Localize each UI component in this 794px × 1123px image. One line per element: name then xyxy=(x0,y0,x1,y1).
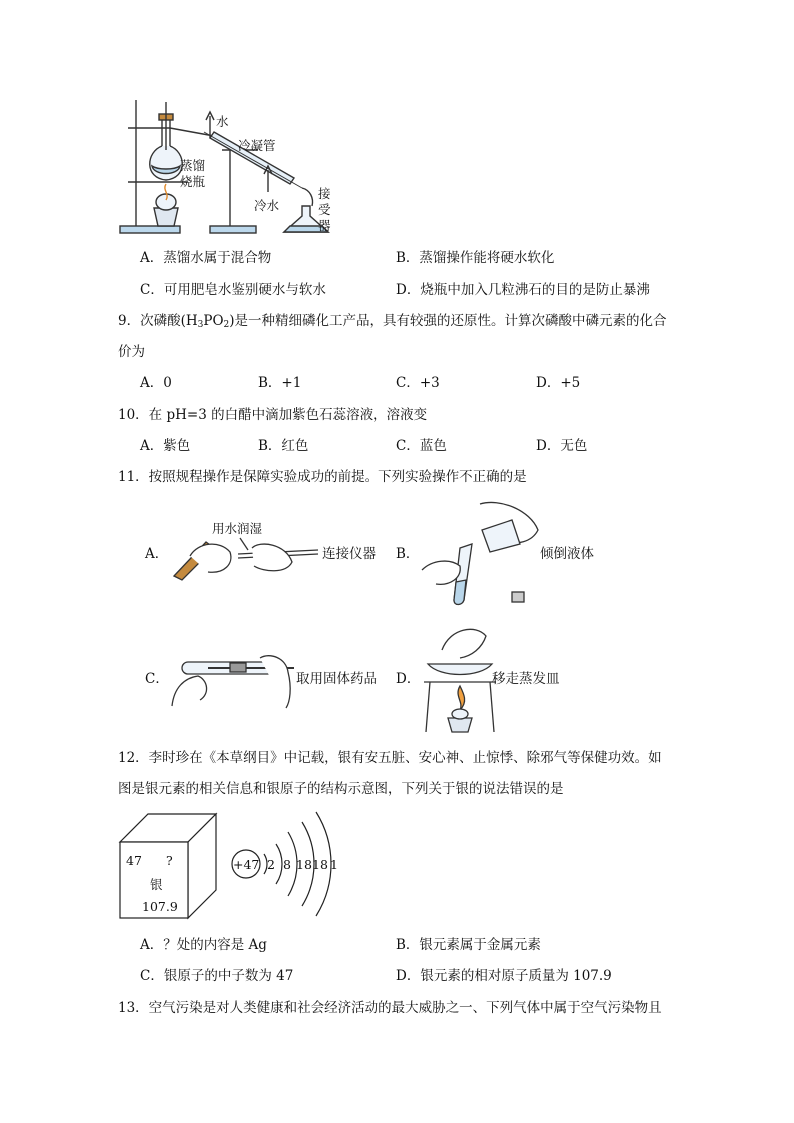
q8-option-d: D．烧瓶中加入几粒沸石的目的是防止暴沸 xyxy=(396,282,650,298)
q12-option-b: B．银元素属于金属元素 xyxy=(396,937,541,953)
element-number: 47 xyxy=(126,853,142,868)
q12-option-a: A．？处的内容是 Ag xyxy=(140,937,267,953)
label-receiver-3: 器 xyxy=(318,218,331,233)
q11-option-d-caption: 移走蒸发皿 xyxy=(492,671,560,687)
shell-3-count: 18 xyxy=(296,857,312,872)
q10-option-d: D．无色 xyxy=(536,438,588,454)
shell-4-count: 18 xyxy=(312,857,328,872)
q9-text-c: )是一种精细磷化工产品，具有较强的还原性。计算次磷酸中磷元素的化合 xyxy=(229,313,667,329)
q9-option-d: D．+5 xyxy=(536,375,581,391)
q8-option-c: C．可用肥皂水鉴别硬水与软水 xyxy=(140,282,326,298)
q12-option-c: C．银原子的中子数为 47 xyxy=(140,968,294,984)
label-flask-1: 蒸馏 xyxy=(180,158,206,173)
q9-sub-1: 3 xyxy=(197,320,204,330)
label-receiver-2: 受 xyxy=(318,202,331,217)
q10-stem: 10．在 pH=3 的白醋中滴加紫色石蕊溶液，溶液变 xyxy=(118,407,428,423)
q11-option-b-letter: B． xyxy=(396,546,420,562)
q9-text-b: PO xyxy=(203,313,224,329)
q12-stem-line2: 图是银元素的相关信息和银原子的结构示意图，下列关于银的说法错误的是 xyxy=(118,781,564,797)
q9-option-b: B．+1 xyxy=(258,375,302,391)
label-flask-2: 烧瓶 xyxy=(180,174,206,189)
q12-stem-line1: 12．李时珍在《本草纲目》中记载，银有安五脏、安心神、止惊悸、除邪气等保健功效。如 xyxy=(118,750,662,766)
q11-option-c-letter: C． xyxy=(145,671,169,687)
element-name: 银 xyxy=(150,877,163,892)
q9-sub-2: 2 xyxy=(223,320,230,330)
q11-figure-a xyxy=(168,532,318,582)
q9-text-a: 9．次磷酸(H xyxy=(118,313,198,329)
q11-option-d-letter: D． xyxy=(396,671,421,687)
shell-1-count: 2 xyxy=(267,857,275,872)
q11-option-c-caption: 取用固体药品 xyxy=(296,671,377,687)
q11-figure-b xyxy=(420,500,540,610)
shell-5-count: 1 xyxy=(330,857,338,872)
q10-option-c: C．蓝色 xyxy=(396,438,447,454)
label-receiver-1: 接 xyxy=(318,186,331,201)
q12-option-d: D．银元素的相对原子质量为 107.9 xyxy=(396,968,612,984)
q9-option-c: C．+3 xyxy=(396,375,440,391)
q11-stem: 11．按照规程操作是保障实验成功的前提。下列实验操作不正确的是 xyxy=(118,469,527,485)
q10-option-b: B．红色 xyxy=(258,438,309,454)
q11-option-a-note: 用水润湿 xyxy=(212,521,263,536)
q11-option-b-caption: 倾倒液体 xyxy=(540,546,594,562)
label-cold-water: 冷水 xyxy=(254,198,280,213)
q9-stem-line2: 价为 xyxy=(118,344,145,360)
q11-figure-d xyxy=(420,622,500,734)
q8-option-b: B．蒸馏操作能将硬水软化 xyxy=(396,250,555,266)
label-water-out: 水 xyxy=(216,114,229,129)
element-symbol: ? xyxy=(166,853,173,868)
shell-2-count: 8 xyxy=(283,857,291,872)
q11-figure-c xyxy=(168,648,298,708)
q8-option-a: A．蒸馏水属于混合物 xyxy=(140,250,272,266)
distillation-apparatus-drawing xyxy=(118,98,458,238)
q11-option-a-caption: 连接仪器 xyxy=(322,546,376,562)
atom-nucleus: +47 xyxy=(233,857,260,872)
label-condenser: 冷凝管 xyxy=(238,138,276,153)
q11-option-a-letter: A． xyxy=(145,546,169,562)
q13-stem: 13．空气污染是对人类健康和社会经济活动的最大威胁之一、下列气体中属于空气污染物且 xyxy=(118,1000,662,1016)
q10-option-a: A．紫色 xyxy=(140,438,191,454)
element-mass: 107.9 xyxy=(142,899,178,914)
q9-stem-line1 xyxy=(118,312,667,334)
q9-option-a: A．0 xyxy=(140,375,172,391)
